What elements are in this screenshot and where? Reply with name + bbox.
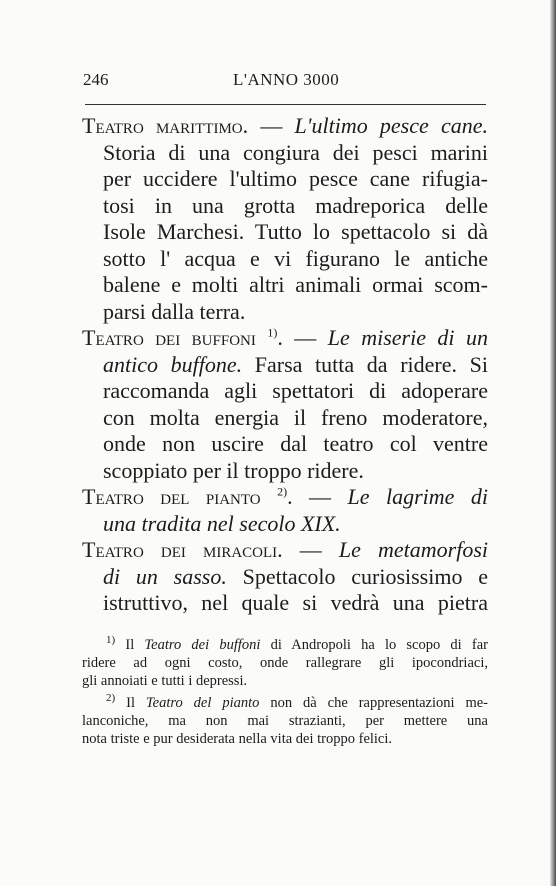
footnote-italic: Teatro del pianto	[145, 695, 260, 711]
entry-teatro-del-pianto	[82, 484, 488, 537]
entry-line: balene e molti altri animali ormai scom-	[103, 272, 488, 297]
entry-title-part: Le metamorfosi	[338, 537, 489, 562]
footnote-number: 2)	[106, 692, 116, 705]
entry-title-part: di un sasso.	[103, 563, 227, 589]
entry-heading: Teatro marittimo.	[82, 113, 249, 138]
entry-line: raccomanda agli spettatori di adoperare	[103, 378, 488, 403]
entry-line: parsi dalla terra.	[103, 298, 246, 324]
entry-line: istruttivo, nel quale si vedrà una pietra	[103, 590, 488, 615]
entry-heading: Teatro dei buffoni	[82, 325, 256, 350]
entry-line: Storia di una congiura dei pesci marini	[103, 139, 488, 165]
footnote-line: nota triste e pur desiderata nella vita dei troppo felici.	[82, 731, 393, 747]
entry-teatro-marittimo	[82, 113, 488, 325]
entry-title-part: una tradita nel secolo XIX.	[103, 510, 341, 536]
entry-heading: Teatro dei miracoli.	[82, 537, 283, 562]
entry-title-part: antico buffone.	[103, 351, 243, 377]
footnote-line: ridere ad ogni costo, onde rallegrare gli ipocondriaci,	[82, 655, 488, 671]
entry-title-part: Le miserie di un	[327, 325, 488, 350]
header-rule	[85, 104, 486, 105]
footnote-mark: 2)	[277, 484, 288, 499]
entry-teatro-dei-miracoli	[82, 537, 488, 617]
entry-line: tosi in una grotta madreporica delle	[103, 192, 488, 218]
entry-teatro-dei-buffoni	[82, 325, 488, 484]
entry-title-part: Le lagrime di	[347, 484, 488, 509]
entry-line: sotto l' acqua e vi figurano le antiche	[103, 245, 488, 271]
footnote-italic: Teatro dei buffoni	[144, 637, 261, 653]
footnote-text: non dà che rappresentazioni me-	[259, 695, 489, 711]
footnote-text: Il	[115, 637, 145, 653]
page-number: 246	[83, 70, 109, 89]
footnote-1	[82, 636, 488, 690]
entry-title: L'ultimo pesce cane.	[294, 113, 488, 138]
entry-line: scoppiato per il troppo ridere.	[103, 457, 364, 483]
entry-line: Isole Marchesi. Tutto lo spettacolo si dà	[103, 219, 488, 244]
footnotes	[82, 636, 488, 752]
entry-text: Farsa tutta da ridere. Si	[242, 351, 488, 377]
footnote-text: Il	[115, 695, 146, 711]
footnote-mark: 1)	[267, 325, 278, 340]
dash: —	[248, 113, 295, 138]
entry-line: per uccidere l'ultimo pesce cane rifugia-	[103, 166, 488, 191]
footnote-line: lanconiche, ma non mai strazianti, per mettere una	[82, 713, 488, 729]
footnote-text: di Andropoli ha lo scopo di far	[260, 637, 488, 653]
entry-text: Spettacolo curiosissimo e	[226, 563, 489, 589]
entry-heading: Teatro del pianto	[82, 484, 261, 509]
running-head: L'ANNO 3000	[233, 70, 340, 89]
entry-line	[82, 564, 488, 591]
footnote-line	[82, 636, 488, 654]
dash: . —	[277, 325, 328, 350]
footnote-line: gli annoiati e tutti i depressi.	[82, 673, 248, 689]
footnote-line	[82, 694, 488, 712]
entry-line: con molta energia il freno moderatore,	[103, 404, 488, 430]
entry-first-line	[82, 537, 488, 564]
body-text	[82, 113, 488, 617]
page-edge-shadow	[550, 0, 556, 886]
footnote-number: 1)	[106, 634, 116, 647]
dash: . —	[287, 484, 348, 509]
entry-line: onde non uscire dal teatro col ventre	[103, 431, 488, 456]
entry-line	[82, 511, 488, 538]
entry-first-line	[82, 325, 488, 352]
dash: —	[282, 537, 339, 562]
page-header	[83, 70, 487, 94]
entry-first-line	[82, 484, 488, 511]
entry-first-line	[82, 113, 488, 140]
entry-line	[82, 352, 488, 379]
footnote-2	[82, 694, 488, 748]
